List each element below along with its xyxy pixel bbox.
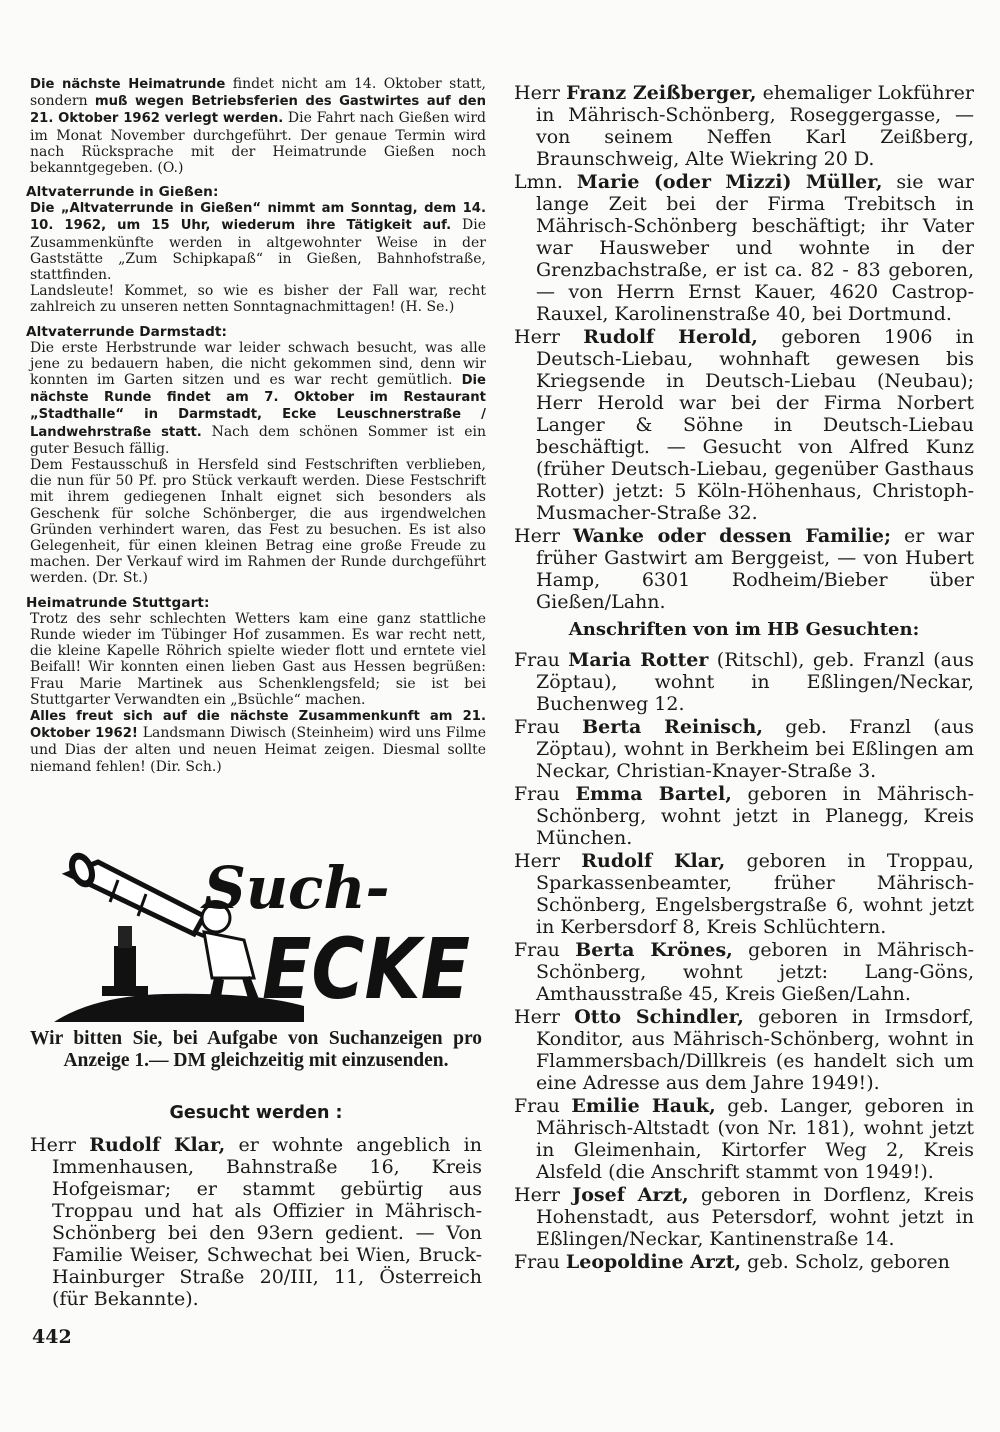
search-entry: Frau Emma Bartel, geboren in Mährisch-Schönberg, wohnt jetzt in Planegg, Kreis München. (514, 783, 975, 849)
left-column (26, 76, 486, 775)
search-entry: Frau Berta Reinisch, geb. Franzl (aus Zöptau), wohnt in Berkheim bei Eßlingen am Neckar, Christian-Knayer-Straße 3. (514, 716, 975, 782)
entry-name: Rudolf Klar, (89, 1134, 226, 1156)
gesucht-werden-heading: Gesucht werden : (169, 1103, 343, 1123)
such-ecke-illustration (54, 856, 474, 1024)
page-number: 442 (32, 1326, 72, 1348)
lead-bold: Die nächste Heimatrunde (30, 77, 226, 92)
entry-name: Wanke oder dessen Familie; (572, 525, 892, 547)
heimatrunde-giessen-notice: Die nächste Heimatrunde findet nicht am 14. Oktober statt, sondern muß wegen Betriebsferien des Gastwirtes auf den 21. Oktober 1962 verlegt werden. Die Fahrt nach Gießen wird im Monat November durchgeführt. Der genaue Termin wird nach Rücksprache mit der Heimatrunde Gießen noch bekanntgegeben. (O.) (30, 76, 487, 177)
entry-name: Maria Rotter (568, 649, 709, 671)
search-entry: Herr Franz Zeißberger, ehemaliger Lokführer in Mährisch-Schönberg, Roseggergasse, — von seinem Neffen Karl Zeißberg, Braunschweig, Alte Wiekring 20 D. (514, 82, 974, 170)
entry-name: Josef Arzt, (572, 1184, 689, 1206)
altvaterrunde-giessen-appeal: Landsleute! Kommet, so wie es bisher der Fall war, recht zahlreich zu unseren netten Sonntagnachmittagen! (H. Se.) (30, 283, 486, 316)
search-entry: Frau Berta Krönes, geboren in Mährisch-Schönberg, wohnt jetzt: Lang-Göns, Amthausstraße 45, Kreis Gießen/Lahn. (514, 939, 974, 1005)
entry-name: Emilie Hauk, (571, 1095, 716, 1117)
entry-name: Leopoldine Arzt, (565, 1251, 742, 1273)
search-entry: Lmn. Marie (oder Mizzi) Müller, sie war lange Zeit bei der Firma Trebitsch in Mährisch-Schönberg beschäftigt; ihr Vater war Hausweber und wohnte in der Grenzbachstraße, er ist ca. 82 - 83 geboren, — von Herrn Ernst Kauer, 4620 Castrop-Rauxel, Karolinenstraße 40, bei Dortmund. (514, 171, 975, 325)
search-ad-fee-notice: Wir bitten Sie, bei Aufgabe von Suchanzeigen pro Anzeige 1.— DM gleichzeitig mit einzusenden. (30, 1028, 482, 1071)
search-entry: Frau Leopoldine Arzt, geb. Scholz, geboren (514, 1251, 950, 1273)
altvaterrunde-giessen-text: Die „Altvaterrunde in Gießen“ nimmt am Sonntag, dem 14. 10. 1962, um 15 Uhr, wiederum ihre Tätigkeit auf. Die Zusammenkünfte werden in altgewohnter Weise in der Gaststätte „Zum Schipkapaß“ in Gießen, Bahnhofstraße, stattfinden. (30, 201, 487, 284)
entry-name: Franz Zeißberger, (566, 82, 757, 104)
search-entry: Herr Josef Arzt, geboren in Dorflenz, Kreis Hohenstadt, aus Petersdorf, wohnt jetzt in Eßlingen/Neckar, Kantinenstraße 14. (514, 1184, 974, 1250)
search-entries-top (514, 82, 974, 613)
first-search-entry: Herr Rudolf Klar, er wohnte angeblich in Immenhausen, Bahnstraße 16, Kreis Hofgeismar; er stammt gebürtig aus Troppau und hat als Offizier in Mährisch-Schönberg bei den 93ern gedient. — Von Familie Weiser, Schwechat bei Wien, Bruck-Hainburger Straße 20/III, 11, Österreich (für Bekannte). (30, 1134, 482, 1310)
entry-name: Rudolf Klar, (581, 850, 726, 872)
telescope-stand (102, 926, 148, 996)
entry-name: Berta Reinisch, (582, 716, 763, 738)
search-entry: Frau Maria Rotter (Ritschl), geb. Franzl (aus Zöptau), wohnt in Eßlingen/Neckar, Buchenweg 12. (514, 649, 974, 715)
heimatrunde-stuttgart-next: Alles freut sich auf die nächste Zusammenkunft am 21. Oktober 1962! Landsmann Diwisch (Steinheim) wird uns Filme und Dias der alten und neuen Heimat zeigen. Diesmal sollte niemand fehlen! (Dir. Sch.) (30, 708, 486, 775)
search-entries-bottom (514, 649, 974, 1273)
entry-name: Rudolf Herold, (583, 326, 758, 348)
section-heading-altvaterrunde-giessen: Altvaterrunde in Gießen: (26, 184, 219, 201)
search-entry: Herr Otto Schindler, geboren in Irmsdorf, Konditor, aus Mährisch-Schönberg, wohnt in Flammersbach/Dillkreis (es handelt sich um eine Adresse aus dem Jahre 1949!). (514, 1006, 974, 1094)
such-ecke-svg (54, 856, 474, 1024)
entry-name: Marie (oder Mizzi) Müller, (576, 171, 883, 193)
entry-name: Emma Bartel, (575, 783, 732, 805)
search-entry: Herr Wanke oder dessen Familie; er war früher Gastwirt am Berggeist, — von Hubert Hamp, 6301 Rodheim/Bieber über Gießen/Lahn. (514, 525, 974, 613)
ecke-block-text: ECKE (262, 920, 470, 1018)
search-entry: Frau Emilie Hauk, geb. Langer, geboren in Mährisch-Altstadt (von Nr. 181), wohnt jetzt in Gleimenhain, Kirtorfer Weg 2, Kreis Alsfeld (die Anschrift stammt von 1949!). (514, 1095, 974, 1183)
section-heading-heimatrunde-stuttgart: Heimatrunde Stuttgart: (26, 594, 210, 611)
entry-name: Otto Schindler, (574, 1006, 744, 1028)
such-script-text: Such- (204, 854, 390, 922)
anschriften-heading: Anschriften von im HB Gesuchten: (568, 619, 920, 640)
telescope-icon (64, 849, 204, 934)
altvaterrunde-darmstadt-text: Die erste Herbstrunde war leider schwach besucht, was alle jene zu bedauern haben, die nicht gekommen sind, denn wir konnten im Garten sitzen und es war recht gemütlich. Die nächste Runde findet am 7. Oktober im Restaurant „Stadthalle“ in Darmstadt, Ecke Leuschnerstraße / Landwehrstraße statt. Nach dem schönen Sommer ist ein guter Besuch fällig. (30, 339, 486, 457)
search-entry: Herr Rudolf Herold, geboren 1906 in Deutsch-Liebau, wohnhaft gewesen bis Kriegsende in Deutsch-Liebau (Neubau); Herr Herold war bei der Firma Norbert Langer & Söhne in Deutsch-Liebau beschäftigt. — Gesucht von Alfred Kunz (früher Deutsch-Liebau, gegenüber Gasthaus Rotter) jetzt: 5 Köln-Höhenhaus, Christoph-Musmacher-Straße 32. (514, 326, 974, 524)
heimatrunde-stuttgart-text: Trotz des sehr schlechten Wetters kam eine ganz stattliche Runde wieder im Tübinger Hof zusammen. Es war recht nett, die kleine Kapelle Röhrich spielte wieder flott und erntete viel Beifall! Wir konnten einen lieben Gast aus Hessen begrüßen: Frau Marie Martinek aus Schenklengsfeld; sie ist bei Stuttgarter Verwandten ein „Bsüchle“ machen. (30, 610, 486, 708)
right-column (514, 82, 974, 1274)
search-entry: Herr Rudolf Klar, geboren in Troppau, Sparkassenbeamter, früher Mährisch-Schönberg, Engelsbergstraße 6, wohnt jetzt in Kerbersdorf 8, Kreis Schlüchtern. (514, 850, 974, 938)
festschrift-text: Dem Festausschuß in Hersfeld sind Festschriften verblieben, die nun für 50 Pf. pro Stück verkauft werden. Diese Festschrift mit ihrem gediegenen Inhalt eignet sich besonders als Geschenk für solche Schönberger, die aus irgendwelchen Gründen verhindert waren, das Fest zu besuchen. Es ist also Gelegenheit, für einen kleinen Betrag eine große Freude zu machen. Der Verkauf wird im Rahmen der Runde durchgeführt werden. (Dr. St.) (30, 457, 486, 587)
entry-name: Berta Krönes, (575, 939, 733, 961)
section-heading-altvaterrunde-darmstadt: Altvaterrunde Darmstadt: (26, 323, 228, 340)
